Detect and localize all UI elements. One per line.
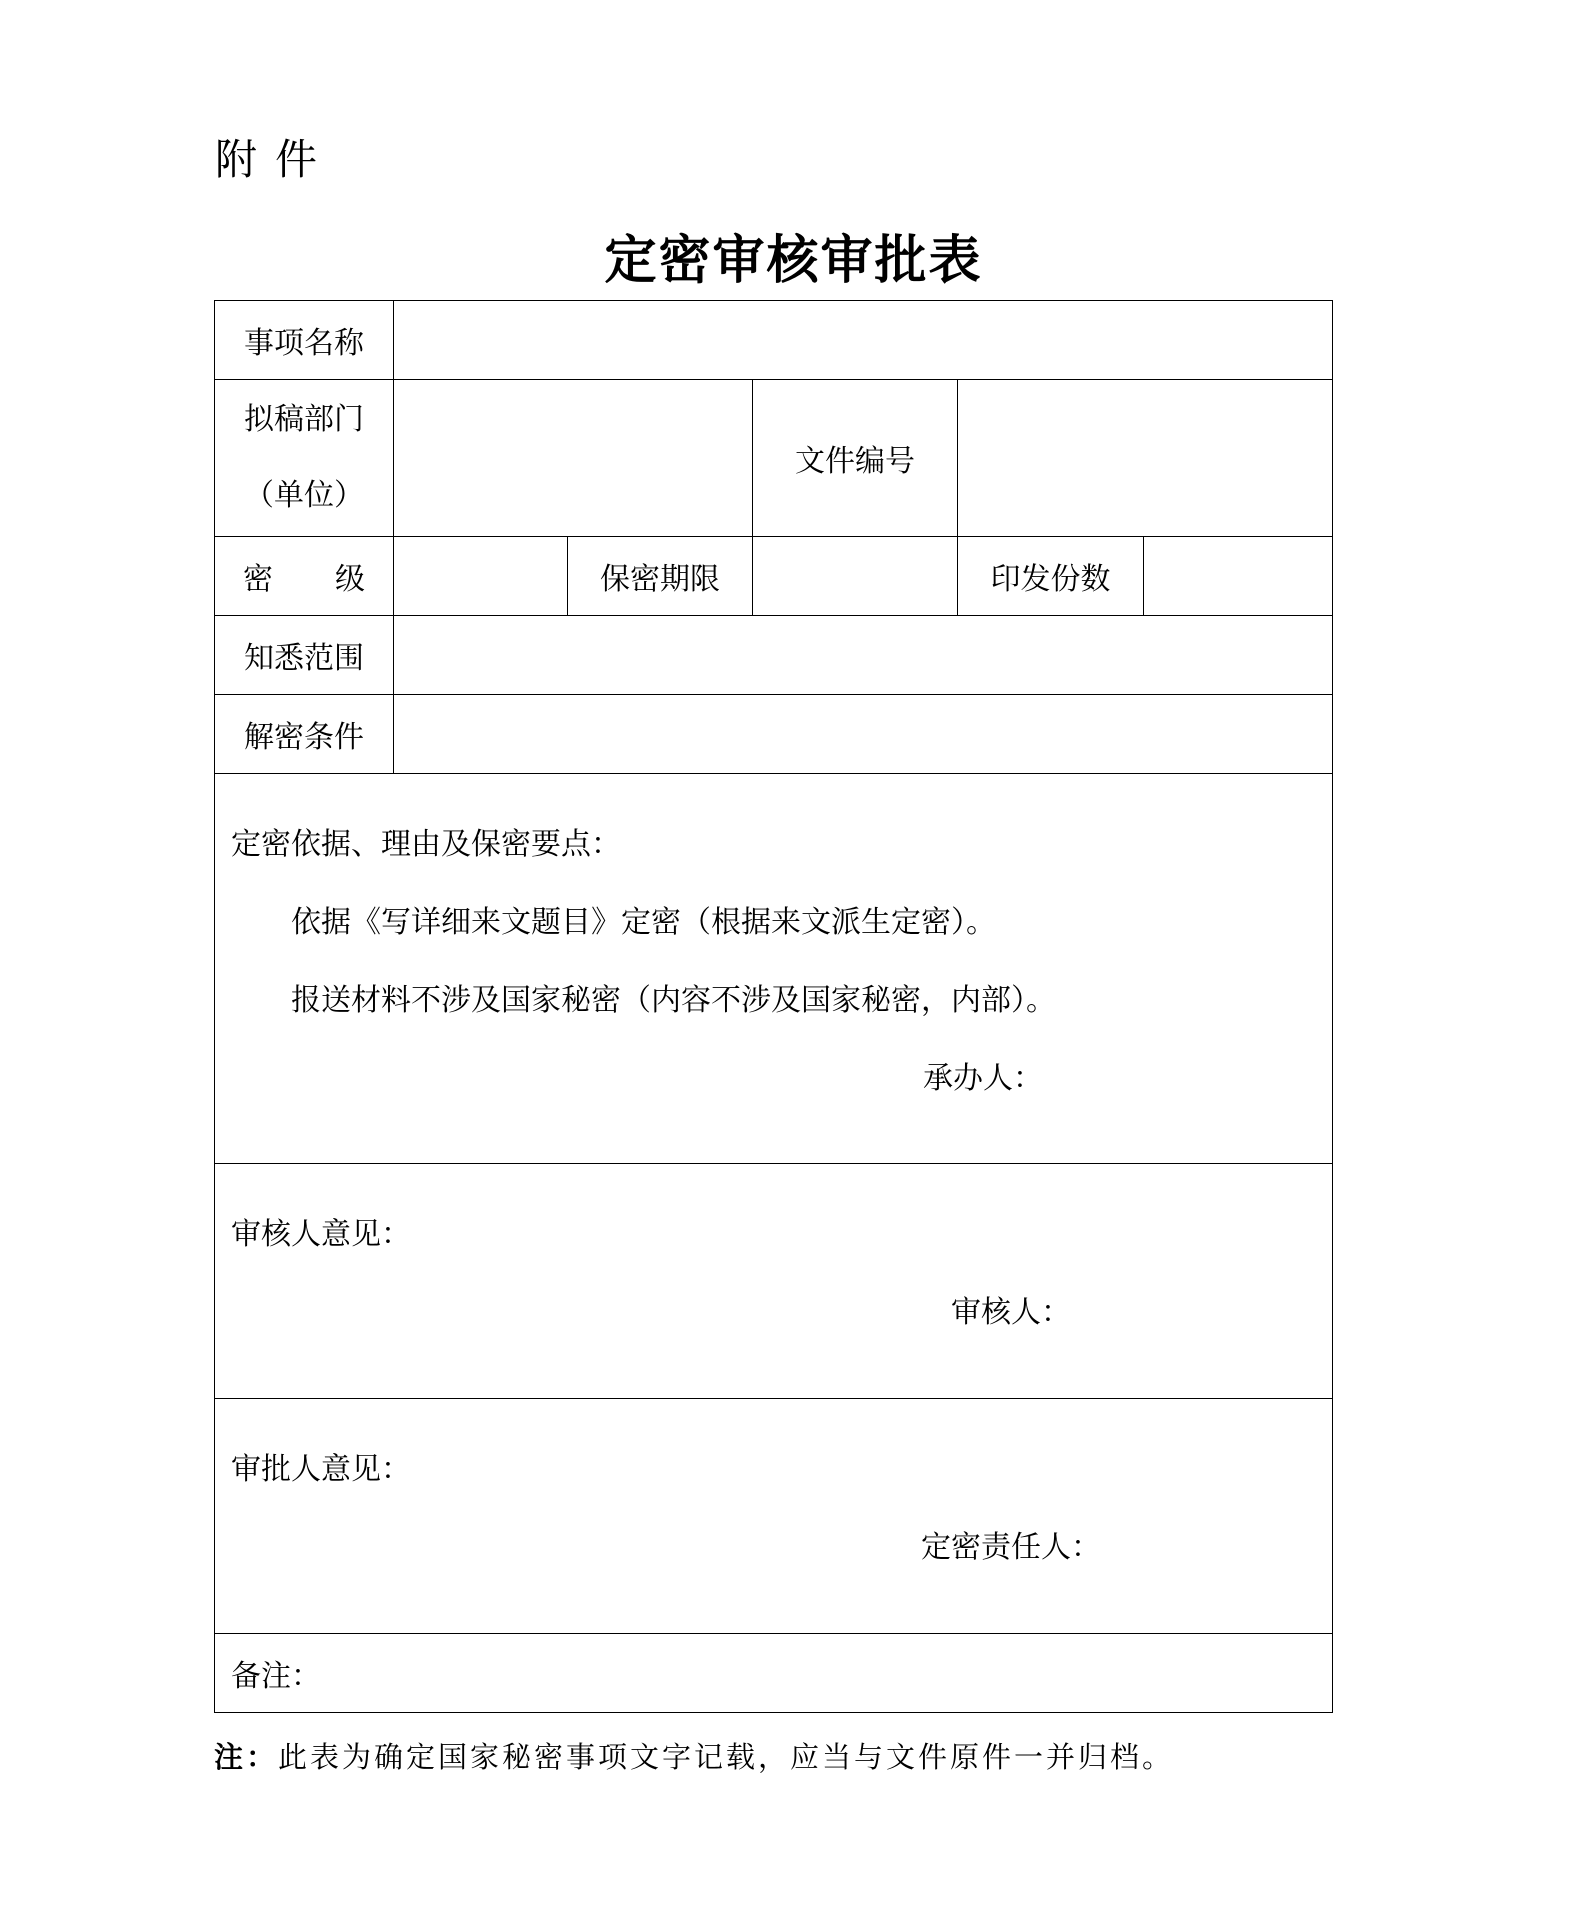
row-item-name	[215, 301, 1333, 380]
row-reviewer	[215, 1164, 1333, 1399]
classification-field[interactable]	[394, 537, 568, 616]
basis-section[interactable]	[215, 774, 1333, 1164]
copies-field[interactable]	[1144, 537, 1333, 616]
drafting-dept-label-line1: 拟稿部门	[244, 402, 364, 437]
basis-line-2: 报送材料不涉及国家秘密（内容不涉及国家秘密，内部）。	[291, 983, 1056, 1018]
item-name-label: 事项名称	[215, 301, 394, 380]
attachment-label: 附件	[215, 135, 336, 184]
row-basis	[215, 774, 1333, 1164]
drafting-dept-label	[215, 380, 394, 537]
row-drafting-dept	[215, 380, 1333, 537]
drafting-dept-field[interactable]	[394, 380, 753, 537]
file-number-label: 文件编号	[753, 380, 958, 537]
declassify-label: 解密条件	[215, 695, 394, 774]
knowledge-scope-field[interactable]	[394, 616, 1333, 695]
remarks-cell[interactable]	[215, 1634, 1333, 1713]
basis-heading: 定密依据、理由及保密要点：	[231, 827, 621, 862]
approver-signature-label: 定密责任人：	[921, 1530, 1101, 1565]
row-knowledge-scope	[215, 616, 1333, 695]
drafting-dept-label-line2: （单位）	[244, 478, 364, 513]
footnote-head: 注：	[214, 1740, 279, 1774]
item-name-field[interactable]	[394, 301, 1333, 380]
classification-label-cell	[215, 537, 394, 616]
row-remarks	[215, 1634, 1333, 1713]
secrecy-period-label: 保密期限	[568, 537, 753, 616]
approver-heading: 审批人意见：	[231, 1452, 411, 1487]
classification-label: 密级	[243, 562, 365, 597]
footnote-text: 此表为确定国家秘密事项文字记载，应当与文件原件一并归档。	[278, 1740, 1175, 1774]
approval-form-table	[214, 300, 1333, 1713]
handler-signature-label: 承办人：	[923, 1061, 1043, 1096]
copies-label: 印发份数	[958, 537, 1144, 616]
secrecy-period-field[interactable]	[753, 537, 958, 616]
footnote	[214, 1736, 1174, 1778]
reviewer-heading: 审核人意见：	[231, 1217, 411, 1252]
row-classification	[215, 537, 1333, 616]
reviewer-section[interactable]	[215, 1164, 1333, 1399]
reviewer-signature-label: 审核人：	[951, 1295, 1071, 1330]
file-number-field[interactable]	[958, 380, 1333, 537]
knowledge-scope-label: 知悉范围	[215, 616, 394, 695]
page-title: 定密审核审批表	[604, 230, 983, 291]
approver-section[interactable]	[215, 1399, 1333, 1634]
row-approver	[215, 1399, 1333, 1634]
remarks-label: 备注：	[231, 1659, 321, 1694]
declassify-field[interactable]	[394, 695, 1333, 774]
basis-line-1: 依据《写详细来文题目》定密（根据来文派生定密）。	[291, 905, 996, 940]
row-declassify	[215, 695, 1333, 774]
